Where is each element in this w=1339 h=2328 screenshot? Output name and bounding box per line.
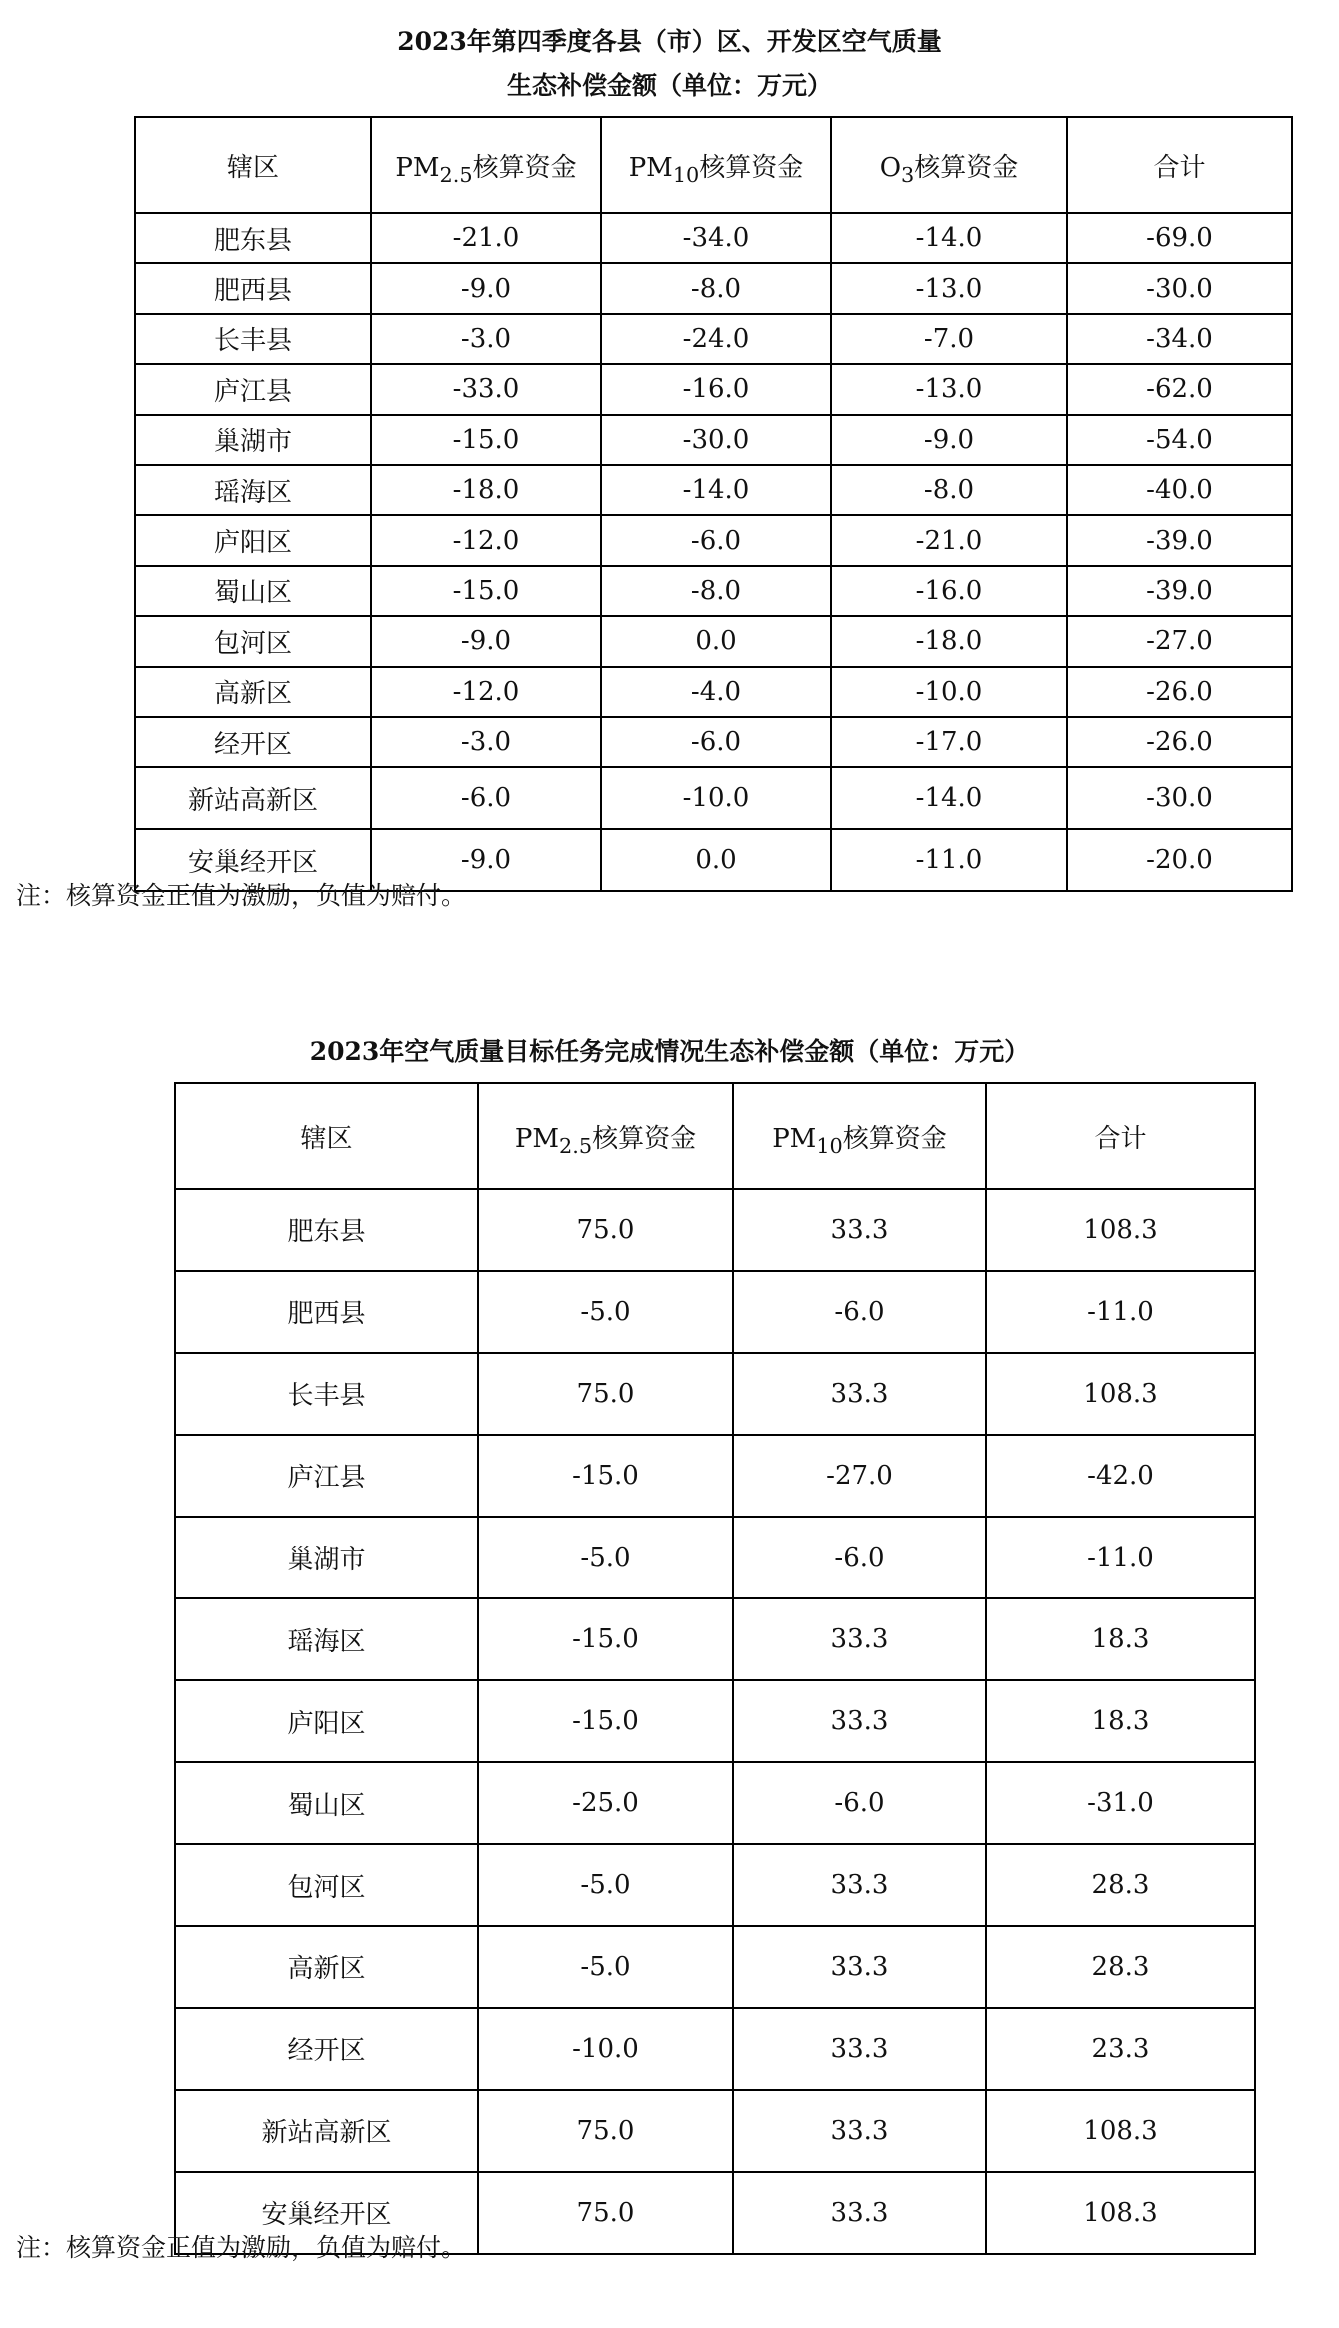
value-cell: -34.0 — [1067, 314, 1292, 364]
value-cell: -8.0 — [601, 263, 831, 313]
annual-compensation-table — [174, 1082, 1256, 2255]
value-cell: -9.0 — [371, 263, 601, 313]
value-cell: -7.0 — [831, 314, 1067, 364]
header-total: 合计 — [1067, 117, 1292, 213]
value-cell: -14.0 — [831, 213, 1067, 263]
table2-note: 注：核算资金正值为激励，负值为赔付。 — [16, 2233, 467, 2262]
table-row — [175, 1435, 1255, 1517]
table-row — [135, 566, 1292, 616]
value-cell: -6.0 — [601, 515, 831, 565]
value-cell: -27.0 — [1067, 616, 1292, 666]
value-cell: -34.0 — [601, 213, 831, 263]
value-cell: -42.0 — [986, 1435, 1255, 1517]
table-row — [175, 1598, 1255, 1680]
value-cell: -10.0 — [478, 2008, 733, 2090]
value-cell: -14.0 — [831, 767, 1067, 829]
table-row — [175, 2008, 1255, 2090]
header-region: 辖区 — [175, 1083, 478, 1189]
value-cell: -8.0 — [831, 465, 1067, 515]
header-region: 辖区 — [135, 117, 371, 213]
value-cell: 33.3 — [733, 1844, 986, 1926]
value-cell: 28.3 — [986, 1844, 1255, 1926]
value-cell: 33.3 — [733, 2090, 986, 2172]
value-cell: -5.0 — [478, 1517, 733, 1599]
value-cell: -26.0 — [1067, 717, 1292, 767]
value-cell: 108.3 — [986, 1189, 1255, 1271]
value-cell: -10.0 — [601, 767, 831, 829]
value-cell: -11.0 — [831, 829, 1067, 891]
value-cell: 75.0 — [478, 2090, 733, 2172]
value-cell: 108.3 — [986, 2090, 1255, 2172]
value-cell: 75.0 — [478, 1353, 733, 1435]
region-cell: 高新区 — [175, 1926, 478, 2008]
value-cell: 33.3 — [733, 1598, 986, 1680]
value-cell: 33.3 — [733, 2008, 986, 2090]
value-cell: -54.0 — [1067, 415, 1292, 465]
table-row — [135, 616, 1292, 666]
table-row — [175, 1762, 1255, 1844]
header-o3: $O_3$核算资金 — [831, 117, 1067, 213]
value-cell: -5.0 — [478, 1844, 733, 1926]
region-cell: 高新区 — [135, 667, 371, 717]
value-cell: -10.0 — [831, 667, 1067, 717]
table1-title-line1: 2023年第四季度各县（市）区、开发区空气质量 — [397, 27, 942, 56]
table-row — [135, 717, 1292, 767]
region-cell: 瑶海区 — [135, 465, 371, 515]
value-cell: -5.0 — [478, 1926, 733, 2008]
region-cell: 庐江县 — [135, 364, 371, 414]
table-header-row — [135, 117, 1292, 213]
value-cell: -11.0 — [986, 1271, 1255, 1353]
table2-title: 2023年空气质量目标任务完成情况生态补偿金额（单位：万元） — [309, 1037, 1030, 1066]
value-cell: -33.0 — [371, 364, 601, 414]
value-cell: -62.0 — [1067, 364, 1292, 414]
table-row — [135, 667, 1292, 717]
value-cell: -3.0 — [371, 314, 601, 364]
value-cell: -13.0 — [831, 263, 1067, 313]
value-cell: -18.0 — [831, 616, 1067, 666]
region-cell: 长丰县 — [135, 314, 371, 364]
value-cell: 23.3 — [986, 2008, 1255, 2090]
value-cell: 0.0 — [601, 829, 831, 891]
value-cell: -40.0 — [1067, 465, 1292, 515]
value-cell: -39.0 — [1067, 566, 1292, 616]
value-cell: 33.3 — [733, 1353, 986, 1435]
header-pm10: $PM_{10}$核算资金 — [601, 117, 831, 213]
table-row — [175, 1844, 1255, 1926]
region-cell: 肥西县 — [175, 1271, 478, 1353]
table-row — [135, 364, 1292, 414]
value-cell: -5.0 — [478, 1271, 733, 1353]
region-cell: 包河区 — [175, 1844, 478, 1926]
value-cell: -4.0 — [601, 667, 831, 717]
region-cell: 安巢经开区 — [135, 829, 371, 891]
value-cell: 108.3 — [986, 2172, 1255, 2254]
table-row — [175, 1353, 1255, 1435]
value-cell: -17.0 — [831, 717, 1067, 767]
header-pm25: $PM_{2.5}$核算资金 — [478, 1083, 733, 1189]
region-cell: 巢湖市 — [175, 1517, 478, 1599]
value-cell: 75.0 — [478, 2172, 733, 2254]
region-cell: 经开区 — [175, 2008, 478, 2090]
table-header-row — [175, 1083, 1255, 1189]
value-cell: -6.0 — [733, 1271, 986, 1353]
table-row — [135, 213, 1292, 263]
value-cell: 0.0 — [601, 616, 831, 666]
region-cell: 肥东县 — [135, 213, 371, 263]
table-row — [175, 1271, 1255, 1353]
value-cell: -16.0 — [831, 566, 1067, 616]
value-cell: -15.0 — [371, 566, 601, 616]
table-row — [175, 2090, 1255, 2172]
value-cell: -21.0 — [831, 515, 1067, 565]
quarterly-compensation-table — [134, 116, 1293, 892]
region-cell: 庐江县 — [175, 1435, 478, 1517]
value-cell: -26.0 — [1067, 667, 1292, 717]
value-cell: -20.0 — [1067, 829, 1292, 891]
region-cell: 肥西县 — [135, 263, 371, 313]
value-cell: 33.3 — [733, 1926, 986, 2008]
region-cell: 瑶海区 — [175, 1598, 478, 1680]
value-cell: -11.0 — [986, 1517, 1255, 1599]
value-cell: 33.3 — [733, 1680, 986, 1762]
region-cell: 经开区 — [135, 717, 371, 767]
region-cell: 肥东县 — [175, 1189, 478, 1271]
value-cell: -21.0 — [371, 213, 601, 263]
value-cell: -13.0 — [831, 364, 1067, 414]
value-cell: 18.3 — [986, 1680, 1255, 1762]
table-row — [135, 263, 1292, 313]
value-cell: 18.3 — [986, 1598, 1255, 1680]
value-cell: -8.0 — [601, 566, 831, 616]
value-cell: -30.0 — [1067, 263, 1292, 313]
region-cell: 新站高新区 — [175, 2090, 478, 2172]
value-cell: -6.0 — [733, 1762, 986, 1844]
value-cell: -24.0 — [601, 314, 831, 364]
region-cell: 庐阳区 — [135, 515, 371, 565]
value-cell: 108.3 — [986, 1353, 1255, 1435]
value-cell: 33.3 — [733, 2172, 986, 2254]
value-cell: -6.0 — [601, 717, 831, 767]
table1-note: 注：核算资金正值为激励，负值为赔付。 — [16, 881, 467, 910]
value-cell: -39.0 — [1067, 515, 1292, 565]
value-cell: -9.0 — [831, 415, 1067, 465]
value-cell: 33.3 — [733, 1189, 986, 1271]
value-cell: 75.0 — [478, 1189, 733, 1271]
value-cell: -15.0 — [371, 415, 601, 465]
value-cell: -12.0 — [371, 515, 601, 565]
value-cell: -30.0 — [601, 415, 831, 465]
value-cell: -3.0 — [371, 717, 601, 767]
value-cell: -9.0 — [371, 616, 601, 666]
table-row — [135, 515, 1292, 565]
header-pm10: $PM_{10}$核算资金 — [733, 1083, 986, 1189]
region-cell: 长丰县 — [175, 1353, 478, 1435]
region-cell: 庐阳区 — [175, 1680, 478, 1762]
value-cell: -12.0 — [371, 667, 601, 717]
value-cell: -15.0 — [478, 1435, 733, 1517]
region-cell: 包河区 — [135, 616, 371, 666]
value-cell: -30.0 — [1067, 767, 1292, 829]
table-row — [175, 1517, 1255, 1599]
region-cell: 蜀山区 — [135, 566, 371, 616]
value-cell: -15.0 — [478, 1680, 733, 1762]
table-row — [135, 767, 1292, 829]
value-cell: -15.0 — [478, 1598, 733, 1680]
value-cell: -6.0 — [733, 1517, 986, 1599]
value-cell: 28.3 — [986, 1926, 1255, 2008]
header-pm25: $PM_{2.5}$核算资金 — [371, 117, 601, 213]
table1-title-line2: 生态补偿金额（单位：万元） — [506, 71, 832, 100]
table-row — [135, 465, 1292, 515]
value-cell: -9.0 — [371, 829, 601, 891]
region-cell: 安巢经开区 — [175, 2172, 478, 2254]
table-row — [175, 1189, 1255, 1271]
value-cell: -14.0 — [601, 465, 831, 515]
value-cell: -27.0 — [733, 1435, 986, 1517]
table-row — [135, 314, 1292, 364]
region-cell: 新站高新区 — [135, 767, 371, 829]
region-cell: 巢湖市 — [135, 415, 371, 465]
table-row — [175, 1926, 1255, 2008]
value-cell: -18.0 — [371, 465, 601, 515]
value-cell: -16.0 — [601, 364, 831, 414]
header-total: 合计 — [986, 1083, 1255, 1189]
region-cell: 蜀山区 — [175, 1762, 478, 1844]
value-cell: -31.0 — [986, 1762, 1255, 1844]
table-row — [175, 1680, 1255, 1762]
table-row — [135, 415, 1292, 465]
value-cell: -6.0 — [371, 767, 601, 829]
value-cell: -69.0 — [1067, 213, 1292, 263]
value-cell: -25.0 — [478, 1762, 733, 1844]
